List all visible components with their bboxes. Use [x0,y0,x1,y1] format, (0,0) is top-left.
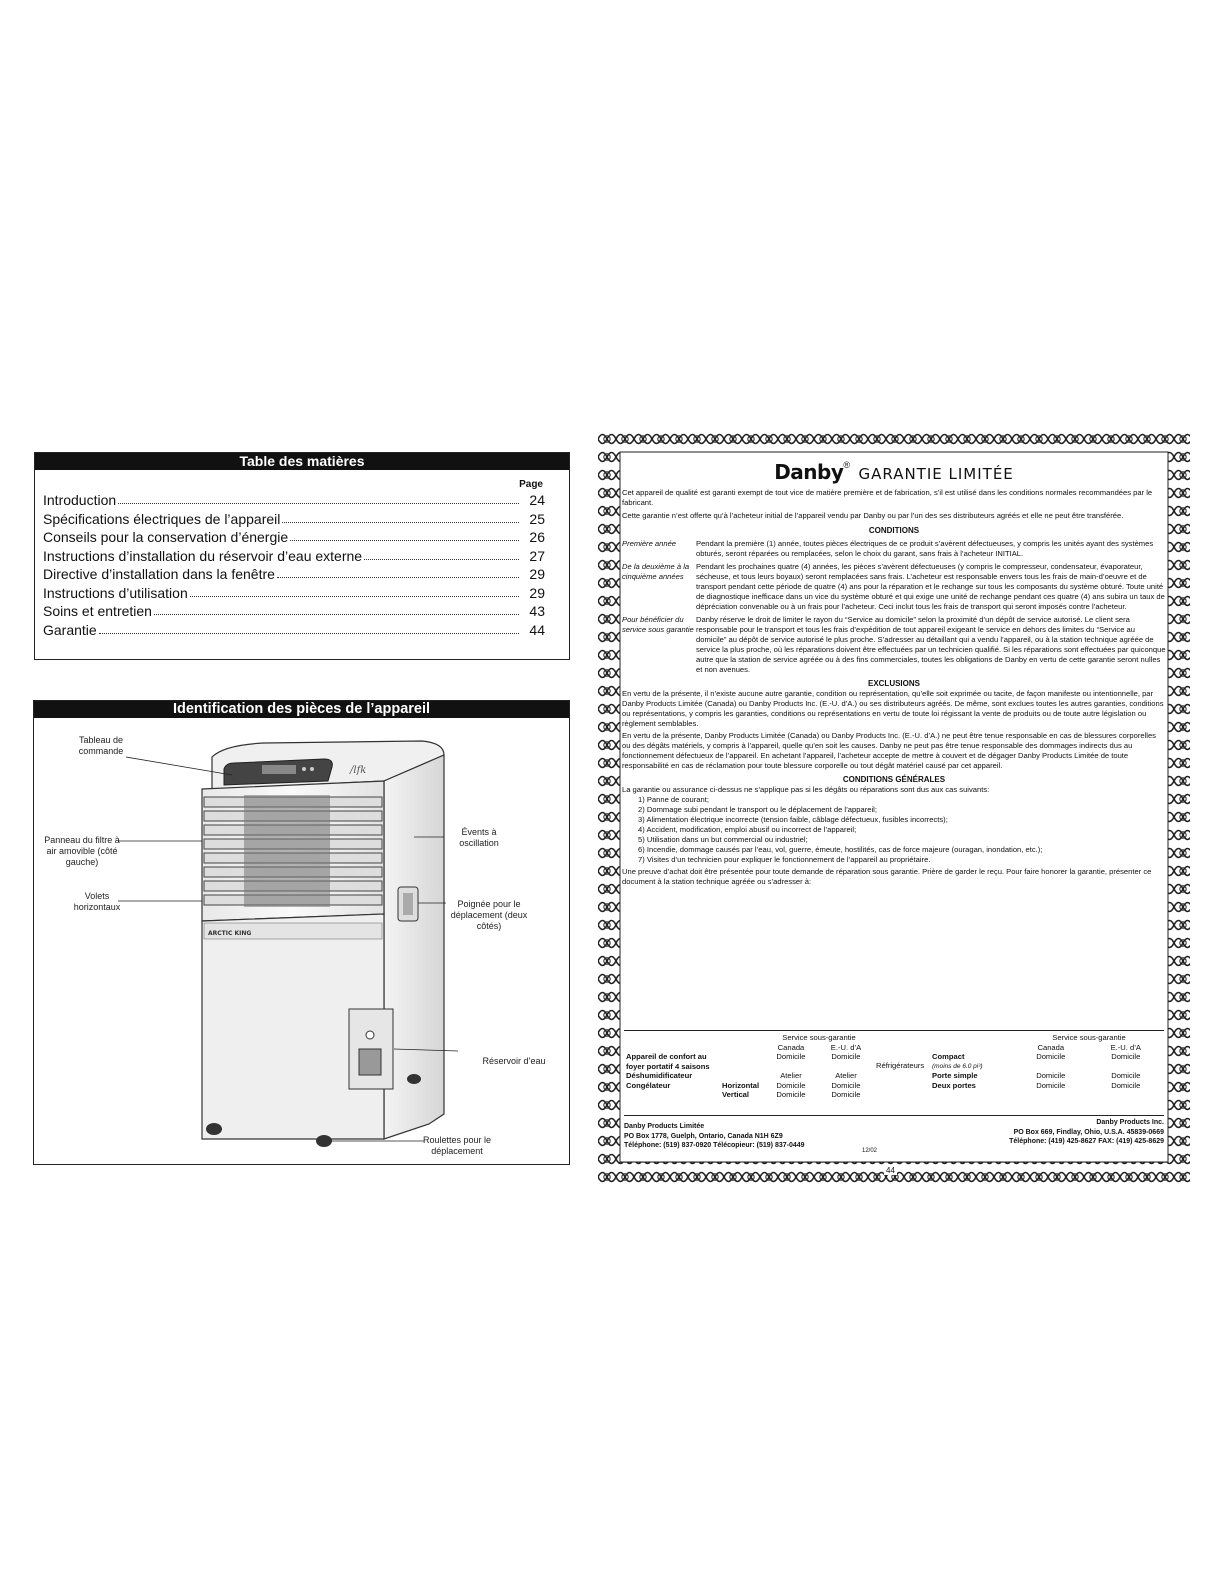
toc-dot-leader [277,577,519,578]
toc-dot-leader [99,633,519,634]
toc-item-page: 29 [529,584,545,601]
label-control-panel: Tableau de commande [78,735,124,756]
label-handle: Poignée pour le déplacement (deux côtés) [450,899,528,931]
general-condition-item: 1) Panne de courant; [638,795,709,804]
page-number: 44 [886,1166,895,1175]
toc-dot-leader [154,614,519,615]
service-row: Congélateur Horizontal Domicile Domicile [626,1080,861,1090]
toc-item-label: Conseils pour la conservation d’énergie [43,529,289,545]
svg-text:/lfk: /lfk [350,765,367,776]
general-condition-item: 5) Utilisation dans un but commercial ou industriel; [638,835,808,844]
warranty-intro-2: Cette garantie n’est offerte qu’à l’acheteur initial de l’appareil vendu par Danby ou par l’un des ses distributeurs agréés et elle ne peut être transférée. [622,511,1124,520]
toc-dot-leader [190,596,519,597]
label-wheels: Roulettes pour le déplacement [422,1135,492,1156]
toc-item-page: 25 [529,510,545,527]
service-table [624,1030,1164,1116]
toc-item [43,526,545,545]
general-conditions-heading: CONDITIONS GÉNÉRALES [842,775,946,784]
toc-item-label: Soins et entretien [43,603,152,619]
service-row-fridge: Compact (moins de 6.0 pi³) Domicile Domicile [932,1052,1141,1070]
exclusions-heading: EXCLUSIONS [867,679,920,688]
table-of-contents [34,452,570,660]
col-canada-right: Canada [1037,1042,1065,1052]
service-row-fridge: Deux portes Domicile Domicile [932,1080,1141,1090]
conditions-heading: CONDITIONS [868,526,920,535]
cond1-label: Première année [622,539,677,548]
toc-item [43,619,545,638]
toc-item-label: Instructions d’installation du réservoir d’eau externe [43,547,363,564]
label-vents: Évents à oscillation [459,827,499,848]
toc-item [43,489,545,508]
col-canada: Canada [777,1042,805,1052]
toc-item [43,508,545,527]
general-condition-item: 3) Alimentation électrique incorrecte (tension faible, câblage défectueux, fusibles incorrects); [638,815,948,824]
toc-item-label: Introduction [43,492,117,508]
label-filter-panel: Panneau du filtre à air amovible (côté gauche) [44,835,120,867]
label-louvers: Volets horizontaux [73,891,121,912]
warranty-panel: Danby® GARANTIE LIMITÉE Cet appareil de qualité est garanti exempt de tout vice de matière première et de fabrication, s’il est utilisé dans les conditions normales recommandées par le fabricant. Cette garantie n’est offerte qu’à l’acheteur initial de l’appareil vendu par Danby ou par l’un des ses distributeurs agréés et elle ne peut être transférée. CONDITIONS Première année Pendant la première (1) année, toutes pièces électriques de ce produit s’avèrent défectueuses, y compris les unités ayant des systèmes obturés, seront réparées ou remplacées, selon le choix du garant, sans frais à l’acheteur INITIAL. De la deuxième à la cinquième années Pendant les prochaines quatre (4) années, les pièces s’avèrent défectueuses (y compris le compresseur, condensateur, évaporateur, sécheuse, et tous leurs boyaux) seront remplacées sans frais. L’acheteur est responsable envers tous les frais de main-d’oeuvre et de transport pendant cette période de quatre (4) ans pour la réparation et le rechange sur tous les composants du système obturé. Toute unité de diagnostique inefficace dans un vice du système obturé et qui exige une unité de rechange pendant ces quatre (4) ans subira un taux de dépréciation convenable ou à un frais pour l’acheteur. Ceci inclut tous les frais de transport qui seront imposés contre l’acheteur. Pour bénéficier du service sous garantie Danby réserve le droit de limiter le rayon du “Service au domicile” selon la proximité d’un dépôt de service autorisé. Le client sera responsable pour le transport et tous les frais d’expédition de tout appareil exigeant le service en dehors des limites du “Service au domicile” au dépôt de service autorisé le plus proche. S’adresser au détaillant qui a vendu l’appareil, ou à la station technique agréée de service la plus proche, où les réparations doivent être effectuées par un technicien qualifié. Si les réparations sont effectuées par quiconque autre que la station de service agréée ou à des fins commerciales, toutes les obligations de Danby en vertu de cette garantie seront nulles et non avenues. EXCLUSIONS En vertu de la présente, il n’existe aucune autre garantie, condition ou représentation, qu’elle soit exprimée ou tacite, de façon manifeste ou intentionnelle, par Danby Products Limitée (Canada) ou Danby Products Inc. (E.-U. d’A.) ou ses distributeurs agréés. De même, sont exclues toutes les autres garanties, conditions ou représentations, y compris les garanties, conditions ou représentations en vertu de toute loi régissant la vente de produits ou de toute autre législation ou règlement semblables. En vertu de la présente, Danby Products Limitée (Canada) ou Danby Products Inc. (E.-U. d’A.) ne peut être tenue responsable en cas de blessures corporelles ou des dégâts matériels, y compris à l’appareil, quelle qu’en soit les causes. Danby ne peut pas être tenue responsable des dommages indirects dus au fonctionnement défectueux de l’appareil. En achetant l’appareil, l’acheteur accepte de mettre à couvert et de dégager Danby Products Limitée de toute responsabilité en cas de réclamation pour toute blessure corporelle ou tout dégât matériel causé par cet appareil. CONDITIONS GÉNÉRALES La garantie ou assurance ci-dessus ne s’applique pas si les dégâts ou réparations sont dus aux cas suivants: 1) Panne de courant; 2) Dommage subi pendant le transport ou le déplacement de l’appareil; 3) Alimentation électrique incorrecte (tension faible, câblage défectueux, fusibles incorrects); 4) Accident, modification, emploi abusif ou incorrect de l’appareil; 5) Utilisation dans un but commercial ou industriel; 6) Incendie, dommage causés par l’eau, vol, guerre, émeute, hostilités, cas de force majeure (ouragan, inondation, etc.); 7) Visites d’un technicien pour expliquer le fonctionnement de l’appareil au propriétaire. Une preuve d’achat doit être présentée pour toute demande de réparation sous garantie. Prière de garder le reçu. Pour faire honorer la garantie, présenter ce document à la station technique agréée ou s’adresser à: Service sous-garantie Canada E.-U. d’A Appareil de confort au foyer portatif 4 saisons Domicile Domicile Déshumidificateur Atelier Atelier Congélateur Horizontal Domicile Domicile Vertical Domicile Domicile Réfrigérateurs Service sous-garantie Canada E.-U. d’A Compact (moins de 6.0 pi³) Domicile Domicile Porte simple Domicile Domicile Deux portes Domicile Domicile Danby Products Limitée PO Box 1778, Guelph, Ontario, Canada N1H 6Z9 Téléphone: (519) 837-0920 Télécopieur: (519) 837-0449 Danby Products Inc. PO Box 669, Findlay, Ohio, U.S.A. 45839-0669 Téléphone: (419) 425-8627 FAX: (419) 425-8629 12/02 44 [598,430,1190,1184]
toc-page-header: Page [519,479,543,490]
warranty-title: GARANTIE LIMITÉE [858,465,1014,483]
toc-dot-leader [290,540,519,541]
svg-text:ARCTIC KING: ARCTIC KING [208,930,252,937]
service-row: Vertical Domicile Domicile [722,1090,861,1099]
toc-item [43,600,545,619]
cond1-text: Pendant la première (1) année, toutes pièces électriques de ce produit s’avèrent défectueuses, y compris les unités ayant des systèmes obturés, seront réparées ou remplacées, selon le choix du garant, sans frais à l’acheteur INITIAL. [696,539,1154,558]
toc-item-label: Garantie [43,621,97,638]
toc-item [43,563,545,582]
warranty-intro-1: Cet appareil de qualité est garanti exempt de tout vice de matière première et de fabrication, s’il est utilisé dans les conditions normales recommandées par le fabricant. [622,488,1153,507]
toc-dot-leader [364,559,519,560]
cond3-label: Pour bénéficier du service sous garantie [622,615,694,634]
toc-item-label: Instructions d’utilisation [43,584,188,601]
toc-item-page: 26 [529,529,545,545]
warranty-closing: Une preuve d’achat doit être présentée pour toute demande de réparation sous garantie. Prière de garder le reçu. Pour faire honorer la garantie, présenter ce document à la station technique agréée ou s’adresser à: [622,867,1152,886]
general-condition-item: 6) Incendie, dommage causés par l’eau, vol, guerre, émeute, hostilités, cas de force majeure (ouragan, inondation, etc.); [638,845,1043,854]
toc-item-label: Spécifications électriques de l’appareil [43,510,281,527]
col-usa: E.-U. d’A [830,1042,862,1052]
parts-title: Identification des pièces de l’appareil [34,701,569,718]
toc-item-label: Directive d’installation dans la fenêtre [43,566,275,582]
toc-item [43,582,545,601]
appliance-illustration [34,719,569,1163]
toc-title: Table des matières [35,453,569,470]
general-condition-item: 2) Dommage subi pendant le transport ou le déplacement de l’appareil; [638,805,877,814]
service-row-fridge: Porte simple Domicile Domicile [932,1071,1141,1080]
address-canada: Danby Products Limitée PO Box 1778, Guelph, Ontario, Canada N1H 6Z9 Téléphone: (519) 837-0920 Télécopieur: (519) 837-0449 [624,1123,805,1149]
service-header-left: Service sous-garantie [782,1033,856,1042]
exclusions-text-1: En vertu de la présente, il n’existe aucune autre garantie, condition ou représentation, qu’elle soit exprimée ou tacite, de façon manifeste ou intentionnelle, par Danby Products Limitée (Canada) ou Danby Products Inc. (E.-U. d’A.) ou ses distributeurs agréés. De même, sont exclues toutes les autres garanties, conditions ou représentations, y compris les garanties, conditions ou représentations en vertu de toute loi régissant la vente de produits ou de toute autre législation ou règlement semblables. [622,689,1164,728]
toc-dot-leader [118,503,519,504]
danby-logo: Danby [774,460,844,484]
label-reservoir: Réservoir d’eau [482,1056,546,1066]
toc-dot-leader [282,522,519,523]
address-usa: Danby Products Inc. PO Box 669, Findlay, Ohio, U.S.A. 45839-0669 Téléphone: (419) 425-8627 FAX: (419) 425-8629 [1009,1119,1164,1145]
toc-item-page: 27 [529,547,545,564]
parts-identification [33,700,570,1165]
toc-item-page: 24 [529,492,545,508]
toc-item-page: 29 [529,566,545,582]
service-header-right: Service sous-garantie [1052,1033,1126,1042]
toc-item [43,545,545,564]
general-condition-item: 7) Visites d’un technicien pour expliquer le fonctionnement de l’appareil au propriétaire. [638,855,931,864]
cond2-text: Pendant les prochaines quatre (4) années, les pièces s’avèrent défectueuses (y compris le compresseur, condensateur, évaporateur, sécheuse, et tous leurs boyaux) seront remplacées sans frais. L’acheteur est responsable envers tous les frais de main-d’oeuvre et de transport pendant cette période de quatre (4) ans pour la réparation et le rechange sur tous les composants du système obturé. Toute unité de diagnostique inefficace dans un vice du système obturé et qui exige une unité de rechange pendant ces quatre (4) ans subira un taux de dépréciation convenable ou à un frais pour l’acheteur. Ceci inclut tous les frais de transport qui seront imposés contre l’acheteur. [696,562,1165,611]
toc-item-page: 43 [529,603,545,619]
service-row: Appareil de confort au foyer portatif 4 saisons Domicile Domicile [626,1052,861,1071]
date-code: 12/02 [862,1148,878,1154]
toc-item-page: 44 [529,621,545,638]
service-row: Déshumidificateur Atelier Atelier [626,1071,857,1080]
col-usa-right: E.-U. d’A [1110,1042,1141,1052]
general-condition-item: 4) Accident, modification, emploi abusif ou incorrect de l’appareil; [638,825,857,834]
cond2-label: De la deuxième à la cinquième années [622,562,690,581]
fridge-label: Réfrigérateurs [876,1061,925,1070]
exclusions-text-2: En vertu de la présente, Danby Products Limitée (Canada) ou Danby Products Inc. (E.-U. d’A.) ne peut être tenue responsable en cas de blessures corporelles ou des dégâts matériels, y compris à l’appareil, quelle qu’en soit les causes. Danby ne peut pas être tenue responsable des dommages indirects dus au fonctionnement défectueux de l’appareil. En achetant l’appareil, l’acheteur accepte de mettre à couvert et de dégager Danby Products Limitée de toute responsabilité en cas de réclamation pour toute blessure corporelle ou tout dégât matériel causé par cet appareil. [622,731,1156,770]
cond3-text: Danby réserve le droit de limiter le rayon du “Service au domicile” selon la proximité d’un dépôt de service autorisé. Le client sera responsable pour le transport et tous les frais d’expédition de tout appareil exigeant le service en dehors des limites du “Service au domicile” au dépôt de service autorisé le plus proche. S’adresser au détaillant qui a vendu l’appareil, ou à la station technique agréée de service la plus proche, où les réparations doivent être effectuées par un technicien qualifié. Si les réparations sont effectuées par quiconque autre que la station de service agréée ou à des fins commerciales, toutes les obligations de Danby en vertu de cette garantie seront nulles et non avenues. [696,615,1166,674]
general-conditions-intro: La garantie ou assurance ci-dessus ne s’applique pas si les dégâts ou réparations sont dus aux cas suivants: [622,785,990,794]
